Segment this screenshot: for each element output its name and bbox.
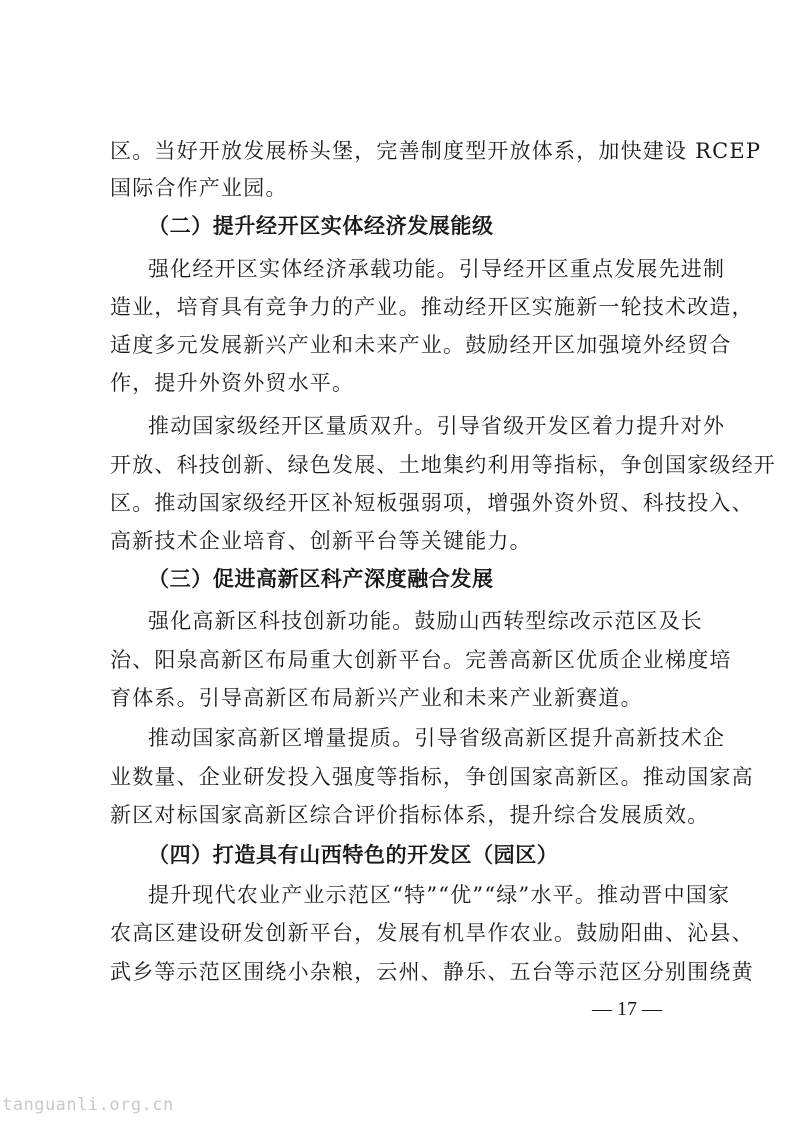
text-line: 提升现代农业产业示范区“特”“优”“绿”水平。推动晋中国家 — [148, 883, 731, 907]
text-line: 作，提升外资外贸水平。 — [110, 371, 355, 395]
watermark: tanguanli.org.cn — [2, 1095, 174, 1115]
text-line: 治、阳泉高新区布局重大创新平台。完善高新区优质企业梯度培 — [110, 648, 732, 672]
text-line: 造业，培育具有竞争力的产业。推动经开区实施新一轮技术改造， — [110, 295, 754, 319]
text-line: 强化经开区实体经济承载功能。引导经开区重点发展先进制 — [148, 257, 726, 281]
page-number: — 17 — — [592, 998, 662, 1020]
text-line: 国际合作产业园。 — [110, 176, 288, 200]
text-line: 业数量、企业研发投入强度等指标，争创国家高新区。推动国家高 — [110, 765, 754, 789]
section-heading: （四）打造具有山西特色的开发区（园区） — [148, 842, 559, 867]
text-line: 开放、科技创新、绿色发展、土地集约利用等指标，争创国家级经开 — [110, 453, 776, 477]
text-line: 新区对标国家高新区综合评价指标体系，提升综合发展质效。 — [110, 803, 710, 827]
text-line: 适度多元发展新兴产业和未来产业。鼓励经开区加强境外经贸合 — [110, 333, 732, 357]
section-heading: （三）促进高新区科产深度融合发展 — [148, 566, 494, 591]
text-line: 推动国家级经开区量质双升。引导省级开发区着力提升对外 — [148, 414, 726, 438]
text-line: 武乡等示范区围绕小杂粮，云州、静乐、五台等示范区分别围绕黄 — [110, 960, 754, 984]
text-line: 区。推动国家级经开区补短板强弱项，增强外资外贸、科技投入、 — [110, 491, 754, 515]
text-line: 区。当好开放发展桥头堡，完善制度型开放体系，加快建设 RCEP — [110, 139, 762, 163]
section-heading: （二）提升经开区实体经济发展能级 — [148, 213, 494, 238]
text-line: 农高区建设研发创新平台，发展有机旱作农业。鼓励阳曲、沁县、 — [110, 921, 754, 945]
text-line: 推动国家高新区增量提质。引导省级高新区提升高新技术企 — [148, 726, 726, 750]
text-line: 强化高新区科技创新功能。鼓励山西转型综改示范区及长 — [148, 609, 703, 633]
text-line: 育体系。引导高新区布局新兴产业和未来产业新赛道。 — [110, 686, 643, 710]
text-line: 高新技术企业培育、创新平台等关键能力。 — [110, 529, 532, 553]
